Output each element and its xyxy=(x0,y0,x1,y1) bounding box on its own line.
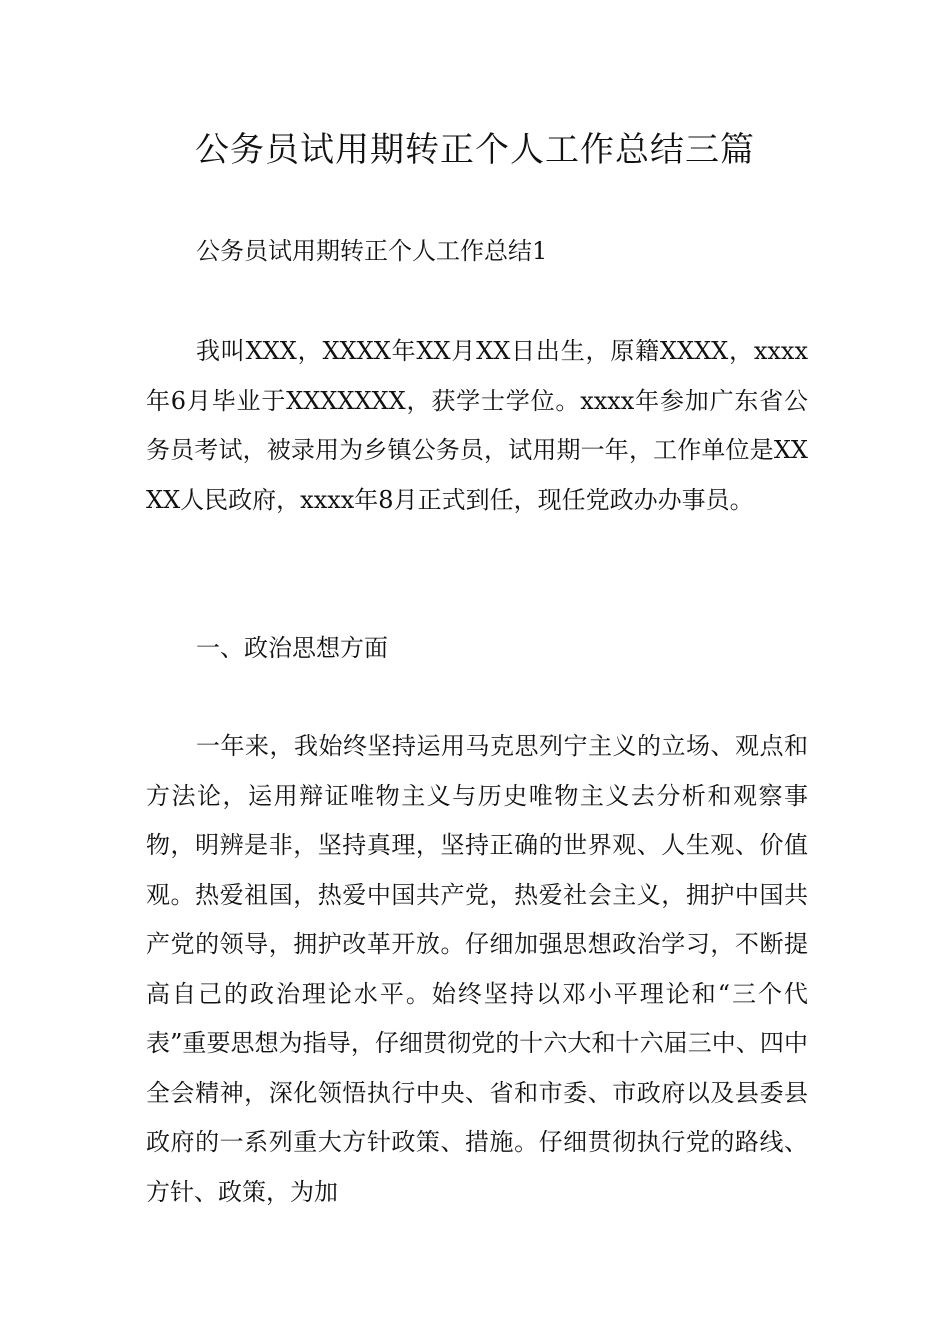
paragraph-political-thought: 一年来，我始终坚持运用马克思列宁主义的立场、观点和方法论，运用辩证唯物主义与历史唯物主义去分析和观察事物，明辨是非，坚持真理，坚持正确的世界观、人生观、价值观。热爱祖国，热爱中国共产党，热爱社会主义，拥护中国共产党的领导，拥护改革开放。仔细加强思想政治学习，不断提高自己的政治理论水平。始终坚持以邓小平理论和“三个代表”重要思想为指导，仔细贯彻党的十六大和十六届三中、四中全会精神，深化领悟执行中央、省和市委、市政府以及县委县政府的一系列重大方针政策、措施。仔细贯彻执行党的路线、方针、政策，为加 xyxy=(146,732,808,1206)
document-title: 公务员试用期转正个人工作总结三篇 xyxy=(195,130,755,170)
paragraph-personal-info: 我叫XXX，XXXX年XX月XX日出生，原籍XXXX，xxxx年6月毕业于XXXXXXX，获学士学位。xxxx年参加广东省公务员考试，被录用为乡镇公务员，试用期一年，工作单位是XXXX人民政府，xxxx年8月正式到任，现任党政办办事员。 xyxy=(146,337,808,514)
document-subtitle: 公务员试用期转正个人工作总结1 xyxy=(196,237,548,265)
section-heading-political-thought: 一、政治思想方面 xyxy=(196,634,388,662)
